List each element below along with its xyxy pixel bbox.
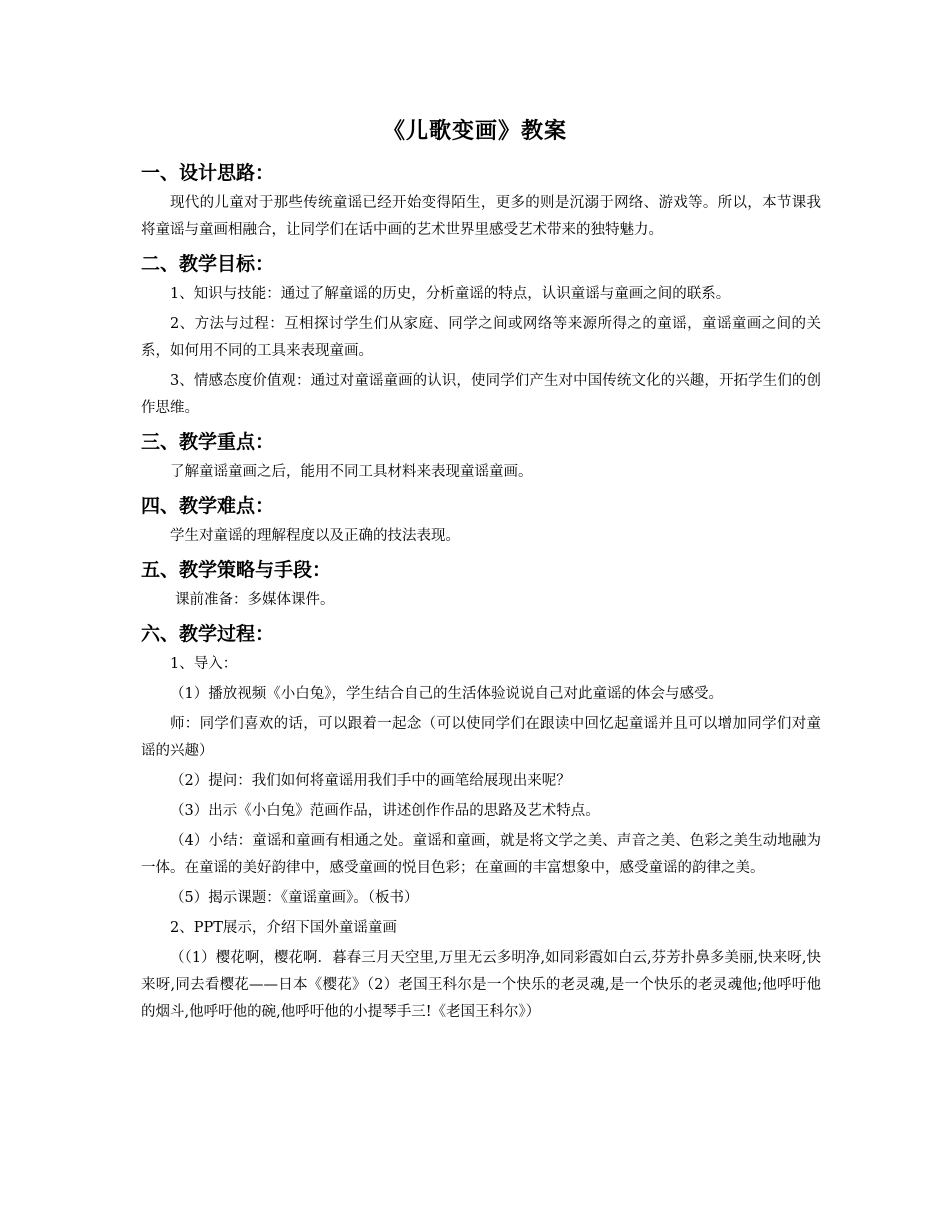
- section-strategies: [141, 553, 821, 614]
- paragraph: 课前准备：多媒体课件。: [175, 592, 335, 608]
- paragraph: 1、导入：: [170, 656, 238, 672]
- section-heading: 四、教学难点：: [141, 495, 275, 517]
- document-title: 《儿歌变画》教案: [382, 119, 567, 144]
- paragraph: （（1）樱花啊，樱花啊．暮春三月天空里,万里无云多明净,如同彩霞如白云,芬芳扑鼻多美丽,快来呀,快来呀,同去看樱花——日本《樱花》（2）老国王科尔是一个快乐的老灵魂,是一个快乐的老灵魂他;他呼吁他的烟斗,他呼吁他的碗,他呼吁他的小提琴手三!《老国王科尔》）: [141, 950, 821, 1020]
- paragraph: （1）播放视频《小白兔》，学生结合自己的生活体验说说自己对此童谣的体会与感受。: [170, 686, 723, 702]
- section-heading: 六、教学过程：: [141, 623, 275, 645]
- section-difficulties: [141, 489, 821, 550]
- paragraph: 了解童谣童画之后，能用不同工具材料来表现童谣童画。: [170, 464, 533, 480]
- paragraph: 2、PPT展示，介绍下国外童谣童画: [170, 920, 397, 936]
- document-body: [141, 156, 821, 1029]
- paragraph: （5）揭示课题：《童谣童画》。（板书）: [170, 890, 419, 906]
- section-teaching-goals: [141, 247, 821, 422]
- paragraph: 3、情感态度价值观：通过对童谣童画的认识，使同学们产生对中国传统文化的兴趣，开拓学生们的创作思维。: [141, 373, 821, 416]
- paragraph: 2、方法与过程：互相探讨学生们从家庭、同学之间或网络等来源所得之的童谣，童谣童画之间的关系，如何用不同的工具来表现童画。: [141, 316, 821, 359]
- paragraph: 师：同学们喜欢的话，可以跟着一起念（可以使同学们在跟读中回忆起童谣并且可以增加同学们对童谣的兴趣）: [141, 716, 821, 759]
- section-heading: 三、教学重点：: [141, 431, 275, 453]
- paragraph: （4）小结：童谣和童画有相通之处。童谣和童画，就是将文学之美、声音之美、色彩之美生动地融为一体。在童谣的美好韵律中，感受童画的悦目色彩；在童画的丰富想象中，感受童谣的韵律之美。: [141, 833, 821, 876]
- paragraph: 学生对童谣的理解程度以及正确的技法表现。: [170, 528, 460, 544]
- section-heading: 一、设计思路：: [141, 162, 275, 184]
- paragraph: （2）提问：我们如何将童谣用我们手中的画笔给展现出来呢？: [170, 773, 571, 789]
- paragraph: （3）出示《小白兔》范画作品，讲述创作作品的思路及艺术特点。: [170, 803, 600, 819]
- section-heading: 二、教学目标：: [141, 253, 275, 275]
- section-design-idea: [141, 156, 821, 244]
- section-teaching-process: [141, 617, 821, 1026]
- section-heading: 五、教学策略与手段：: [141, 559, 332, 581]
- paragraph: 现代的儿童对于那些传统童谣已经开始变得陌生，更多的则是沉溺于网络、游戏等。所以，本节课我将童谣与童画相融合，让同学们在话中画的艺术世界里感受艺术带来的独特魅力。: [141, 195, 821, 238]
- paragraph: 1、知识与技能：通过了解童谣的历史，分析童谣的特点，认识童谣与童画之间的联系。: [170, 286, 731, 302]
- section-key-points: [141, 425, 821, 486]
